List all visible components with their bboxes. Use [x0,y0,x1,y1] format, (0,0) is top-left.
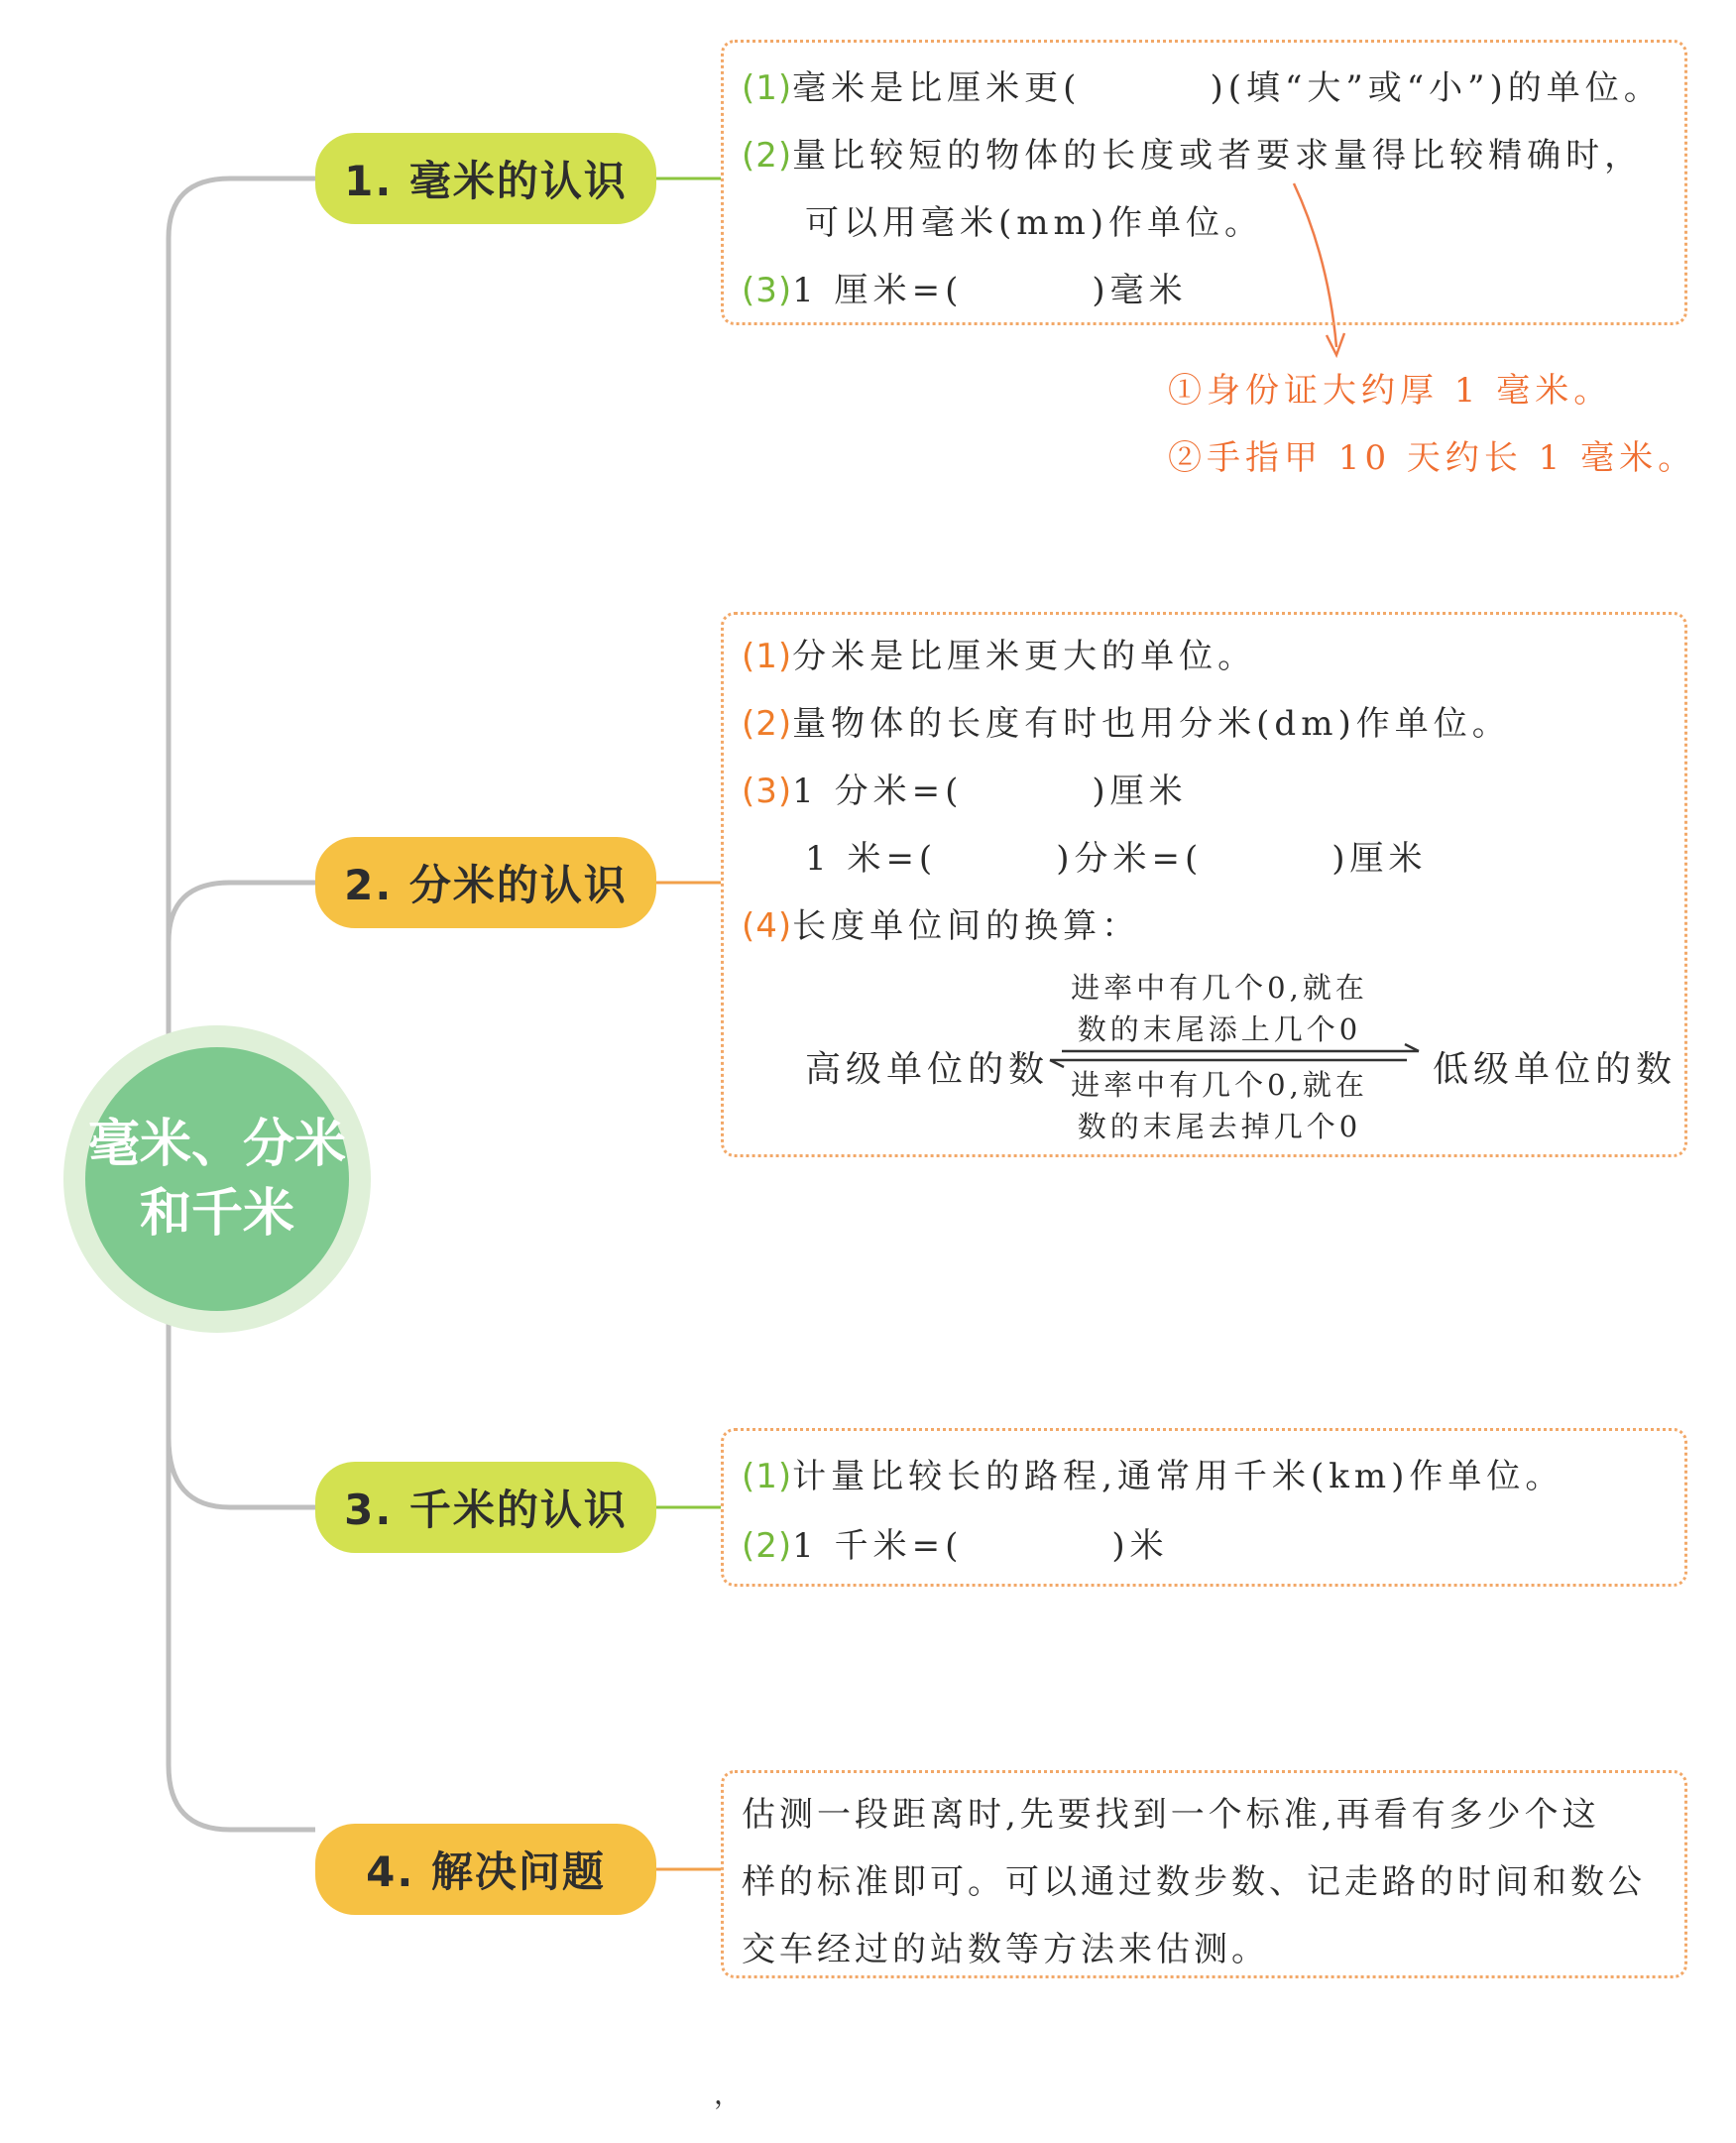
panel1-line-3 [742,263,1188,311]
text-part: )分米=( [1056,839,1204,879]
conversion-left-label: 高级单位的数 [805,1049,1050,1090]
item-number: (1) [742,1457,793,1496]
item-number: (1) [742,68,793,108]
panel2-line-3b [805,831,1428,880]
panel-millimeter [721,40,1687,325]
text-part: 毫米是比厘米更( [792,68,1082,108]
panel-decimeter [721,612,1687,1157]
topic-millimeter: 1. 毫米的认识 [315,133,656,224]
text-part: 1 千米=( [792,1526,964,1566]
conversion-right-label: 低级单位的数 [1433,1049,1678,1090]
page-mark: ， [714,2078,743,2110]
item-number: (2) [742,1526,793,1566]
text-part: )(填“大”或“小”)的单位。 [1210,68,1663,108]
panel1-line-2 [742,128,1643,177]
text-part: )米 [1111,1526,1169,1566]
text-part: 计量比较长的路程,通常用千米(km)作单位。 [792,1457,1564,1496]
text-part: 分米是比厘米更大的单位。 [792,637,1257,676]
panel-problem-solving [721,1770,1687,1978]
panel2-line-4 [742,898,1140,947]
note-fingernail: ②手指甲 10 天约长 1 毫米。 [1168,438,1697,478]
panel4-line-2: 样的标准即可。可以通过数步数、记走路的时间和数公 [742,1862,1646,1902]
panel4-line-1: 估测一段距离时,先要找到一个标准,再看有多少个这 [742,1795,1600,1835]
panel2-line-1 [742,629,1256,677]
item-number: (2) [742,704,793,744]
text-part: 1 厘米=( [792,271,964,310]
text-part: 长度单位间的换算： [792,906,1141,946]
item-number: (1) [742,637,793,676]
center-title: 毫米、分米和千米 [88,1115,347,1244]
text-part: 可以用毫米(mm)作单位。 [805,203,1264,243]
branch-line-2 [169,883,315,942]
panel-kilometer [721,1428,1687,1587]
panel1-line-2b [805,195,1263,244]
panel2-line-2 [742,696,1511,745]
topic-kilometer: 3. 千米的认识 [315,1462,656,1553]
branch-line-3 [169,1438,315,1507]
text-part: 1 分米=( [792,772,964,811]
panel2-line-3 [742,764,1188,812]
panel3-line-2 [742,1518,1169,1567]
conversion-top-line-2: 数的末尾添上几个0 [1077,1012,1362,1046]
text-part: )毫米 [1092,271,1188,310]
text-part: )厘米 [1092,772,1188,811]
panel4-line-3: 交车经过的站数等方法来估测。 [742,1930,1269,1969]
text-part: )厘米 [1331,839,1428,879]
panel1-line-1 [742,60,1663,109]
item-number: (3) [742,271,793,310]
topic-problem-solving: 4. 解决问题 [315,1824,656,1915]
text-part: 量物体的长度有时也用分米(dm)作单位。 [792,704,1511,744]
conversion-top-line-1: 进率中有几个0,就在 [1071,971,1368,1005]
item-number: (3) [742,772,793,811]
panel3-line-1 [742,1449,1563,1497]
center-node [63,1025,371,1333]
conversion-bottom-line-2: 数的末尾去掉几个0 [1077,1110,1362,1143]
text-part: 1 米=( [805,839,938,879]
note-id-card: ①身份证大约厚 1 毫米。 [1168,371,1613,411]
text-part: 量比较短的物体的长度或者要求量得比较精确时， [792,136,1644,176]
item-number: (4) [742,906,793,946]
item-number: (2) [742,136,793,176]
topic-decimeter: 2. 分米的认识 [315,837,656,928]
spine-line [169,179,315,1830]
conversion-bottom-line-1: 进率中有几个0,就在 [1071,1068,1368,1102]
center-node-inner [85,1047,349,1311]
